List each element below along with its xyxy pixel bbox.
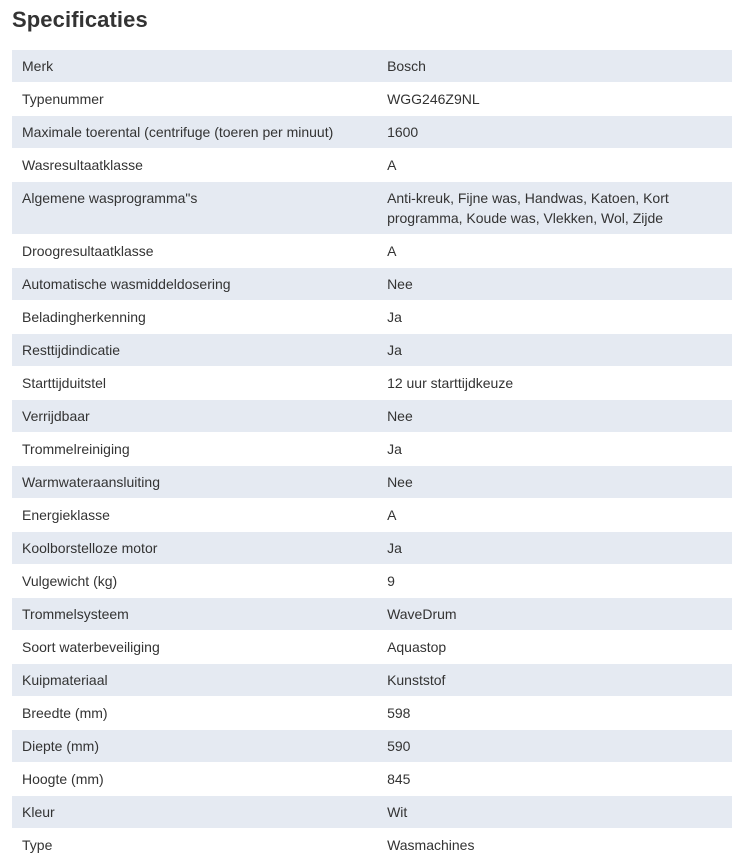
spec-label: Vulgewicht (kg)	[12, 565, 377, 598]
spec-row	[12, 116, 732, 149]
spec-value: A	[377, 149, 732, 182]
spec-value: Nee	[377, 466, 732, 499]
spec-value: Ja	[377, 334, 732, 367]
spec-label: Soort waterbeveiliging	[12, 631, 377, 664]
spec-label: Type	[12, 829, 377, 861]
spec-value: 1600	[377, 116, 732, 149]
spec-row	[12, 367, 732, 400]
spec-label: Wasresultaatklasse	[12, 149, 377, 182]
spec-label: Trommelsysteem	[12, 598, 377, 631]
spec-label: Diepte (mm)	[12, 730, 377, 763]
spec-value: Anti-kreuk, Fijne was, Handwas, Katoen, Kort programma, Koude was, Vlekken, Wol, Zijde	[377, 182, 732, 235]
spec-row	[12, 50, 732, 83]
page-title: Specificaties	[12, 7, 148, 33]
spec-row	[12, 83, 732, 116]
spec-value: Ja	[377, 433, 732, 466]
spec-label: Breedte (mm)	[12, 697, 377, 730]
spec-row	[12, 433, 732, 466]
spec-value: Ja	[377, 532, 732, 565]
spec-label: Beladingherkenning	[12, 301, 377, 334]
spec-row	[12, 301, 732, 334]
spec-label: Energieklasse	[12, 499, 377, 532]
spec-row	[12, 763, 732, 796]
spec-value: Nee	[377, 268, 732, 301]
spec-value: Wasmachines	[377, 829, 732, 861]
spec-value: Ja	[377, 301, 732, 334]
spec-value: Aquastop	[377, 631, 732, 664]
spec-value: Bosch	[377, 50, 732, 83]
spec-row	[12, 829, 732, 861]
spec-row	[12, 796, 732, 829]
spec-row	[12, 664, 732, 697]
spec-label: Kleur	[12, 796, 377, 829]
spec-value: 598	[377, 697, 732, 730]
spec-value: 590	[377, 730, 732, 763]
spec-label: Droogresultaatklasse	[12, 235, 377, 268]
spec-row	[12, 235, 732, 268]
specifications-table	[12, 50, 732, 861]
spec-value: 9	[377, 565, 732, 598]
spec-label: Algemene wasprogramma"s	[12, 182, 377, 235]
spec-row	[12, 730, 732, 763]
spec-label: Hoogte (mm)	[12, 763, 377, 796]
spec-row	[12, 532, 732, 565]
spec-value: WGG246Z9NL	[377, 83, 732, 116]
spec-row	[12, 182, 732, 235]
spec-row	[12, 400, 732, 433]
spec-row	[12, 268, 732, 301]
spec-label: Starttijduitstel	[12, 367, 377, 400]
spec-value: 845	[377, 763, 732, 796]
spec-label: Automatische wasmiddeldosering	[12, 268, 377, 301]
spec-value: WaveDrum	[377, 598, 732, 631]
spec-label: Trommelreiniging	[12, 433, 377, 466]
spec-value: A	[377, 499, 732, 532]
spec-label: Koolborstelloze motor	[12, 532, 377, 565]
spec-row	[12, 565, 732, 598]
spec-value: Kunststof	[377, 664, 732, 697]
spec-row	[12, 334, 732, 367]
spec-label: Kuipmateriaal	[12, 664, 377, 697]
spec-label: Maximale toerental (centrifuge (toeren per minuut)	[12, 116, 377, 149]
spec-row	[12, 598, 732, 631]
spec-row	[12, 499, 732, 532]
spec-label: Resttijdindicatie	[12, 334, 377, 367]
spec-label: Warmwateraansluiting	[12, 466, 377, 499]
spec-value: 12 uur starttijdkeuze	[377, 367, 732, 400]
spec-row	[12, 697, 732, 730]
spec-value: A	[377, 235, 732, 268]
spec-label: Typenummer	[12, 83, 377, 116]
spec-row	[12, 466, 732, 499]
spec-label: Verrijdbaar	[12, 400, 377, 433]
spec-row	[12, 631, 732, 664]
spec-label: Merk	[12, 50, 377, 83]
spec-value: Nee	[377, 400, 732, 433]
spec-row	[12, 149, 732, 182]
spec-value: Wit	[377, 796, 732, 829]
specifications-table-body	[12, 50, 732, 861]
